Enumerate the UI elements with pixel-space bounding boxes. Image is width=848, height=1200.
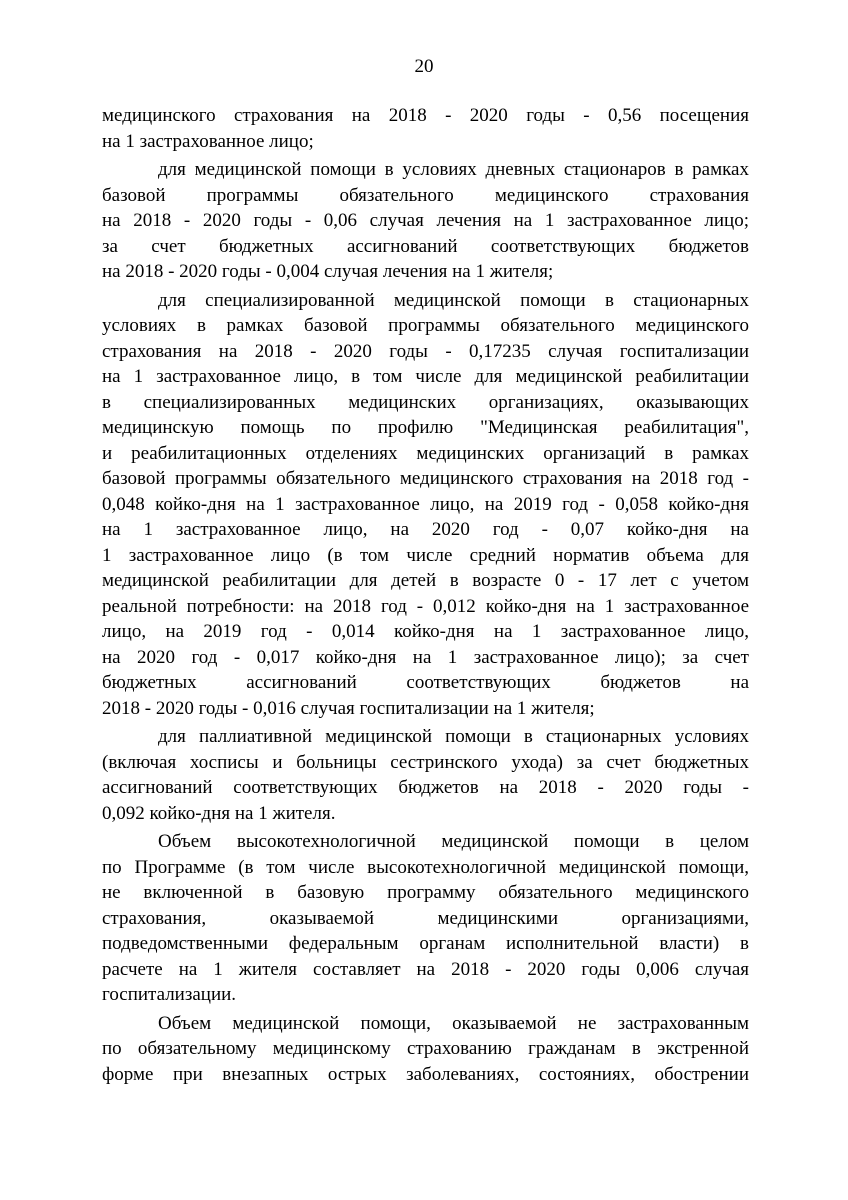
text-line: на 1 застрахованное лицо, на 2020 год - 0,07 койко-дня на	[102, 519, 749, 540]
page-number: 20	[414, 56, 434, 77]
text-line: по Программе (в том числе высокотехнологичной медицинской помощи,	[102, 856, 749, 878]
text-line: на 2018 - 2020 годы - 0,004 случая лечения на 1 жителя;	[102, 261, 554, 282]
text-line: для медицинской помощи в условиях дневных стационаров в рамках	[158, 159, 749, 180]
text-line: на 1 застрахованное лицо;	[102, 130, 314, 152]
text-line: для специализированной медицинской помощи в стационарных	[158, 289, 749, 311]
text-line: медицинской реабилитации для детей в возрасте 0 - 17 лет с учетом	[102, 570, 749, 591]
text-line: на 2018 - 2020 годы - 0,06 случая лечения на 1 застрахованное лицо;	[102, 210, 749, 231]
text-line: расчете на 1 жителя составляет на 2018 - 2020 годы 0,006 случая	[102, 958, 749, 980]
text-line: базовой программы обязательного медицинского страхования на 2018 год -	[102, 468, 749, 489]
text-line: за счет бюджетных ассигнований соответствующих бюджетов	[102, 235, 749, 257]
text-line: госпитализации.	[102, 984, 237, 1005]
text-line: Объем медицинской помощи, оказываемой не застрахованным	[158, 1012, 749, 1034]
text-line: страхования на 2018 - 2020 годы - 0,17235 случая госпитализации	[102, 340, 749, 362]
text-line: Объем высокотехнологичной медицинской помощи в целом	[158, 831, 749, 852]
text-line: на 2020 год - 0,017 койко-дня на 1 застрахованное лицо); за счет	[102, 646, 749, 668]
text-line: условиях в рамках базовой программы обязательного медицинского	[102, 315, 749, 336]
text-line: для паллиативной медицинской помощи в стационарных условиях	[158, 726, 749, 747]
text-line: страхования, оказываемой медицинскими организациями,	[102, 907, 749, 929]
text-line: подведомственными федеральным органам исполнительной власти) в	[102, 933, 749, 954]
body-text	[102, 103, 749, 1087]
text-line: 2018 - 2020 годы - 0,016 случая госпитализации на 1 жителя;	[102, 697, 595, 719]
text-line: бюджетных ассигнований соответствующих бюджетов на	[102, 672, 749, 693]
text-line: базовой программы обязательного медицинского страхования	[102, 184, 749, 206]
text-line: на 1 застрахованное лицо, в том числе для медицинской реабилитации	[102, 366, 749, 387]
text-line: (включая хосписы и больницы сестринского ухода) за счет бюджетных	[102, 751, 749, 773]
text-line: 0,048 койко-дня на 1 застрахованное лицо, на 2019 год - 0,058 койко-дня	[102, 493, 749, 515]
text-line: 1 застрахованное лицо (в том числе средний норматив объема для	[102, 544, 749, 566]
paragraph	[102, 103, 749, 154]
text-line: и реабилитационных отделениях медицинских организаций в рамках	[102, 442, 749, 464]
text-line: в специализированных медицинских организациях, оказывающих	[102, 391, 749, 413]
text-line: медицинскую помощь по профилю "Медицинская реабилитация",	[102, 417, 749, 438]
paragraph	[102, 157, 749, 285]
text-line: 0,092 койко-дня на 1 жителя.	[102, 802, 336, 824]
paragraph	[102, 829, 749, 1008]
text-line: лицо, на 2019 год - 0,014 койко-дня на 1 застрахованное лицо,	[102, 621, 749, 642]
text-line: ассигнований соответствующих бюджетов на 2018 - 2020 годы -	[102, 777, 749, 798]
text-line: не включенной в базовую программу обязательного медицинского	[102, 882, 749, 903]
paragraph	[102, 1011, 749, 1088]
paragraph	[102, 724, 749, 826]
paragraph	[102, 288, 749, 722]
text-line: форме при внезапных острых заболеваниях, состояниях, обострении	[102, 1063, 749, 1085]
text-line: по обязательному медицинскому страхованию гражданам в экстренной	[102, 1038, 749, 1059]
text-line: реальной потребности: на 2018 год - 0,012 койко-дня на 1 застрахованное	[102, 595, 749, 617]
text-line: медицинского страхования на 2018 - 2020 годы - 0,56 посещения	[102, 105, 749, 126]
